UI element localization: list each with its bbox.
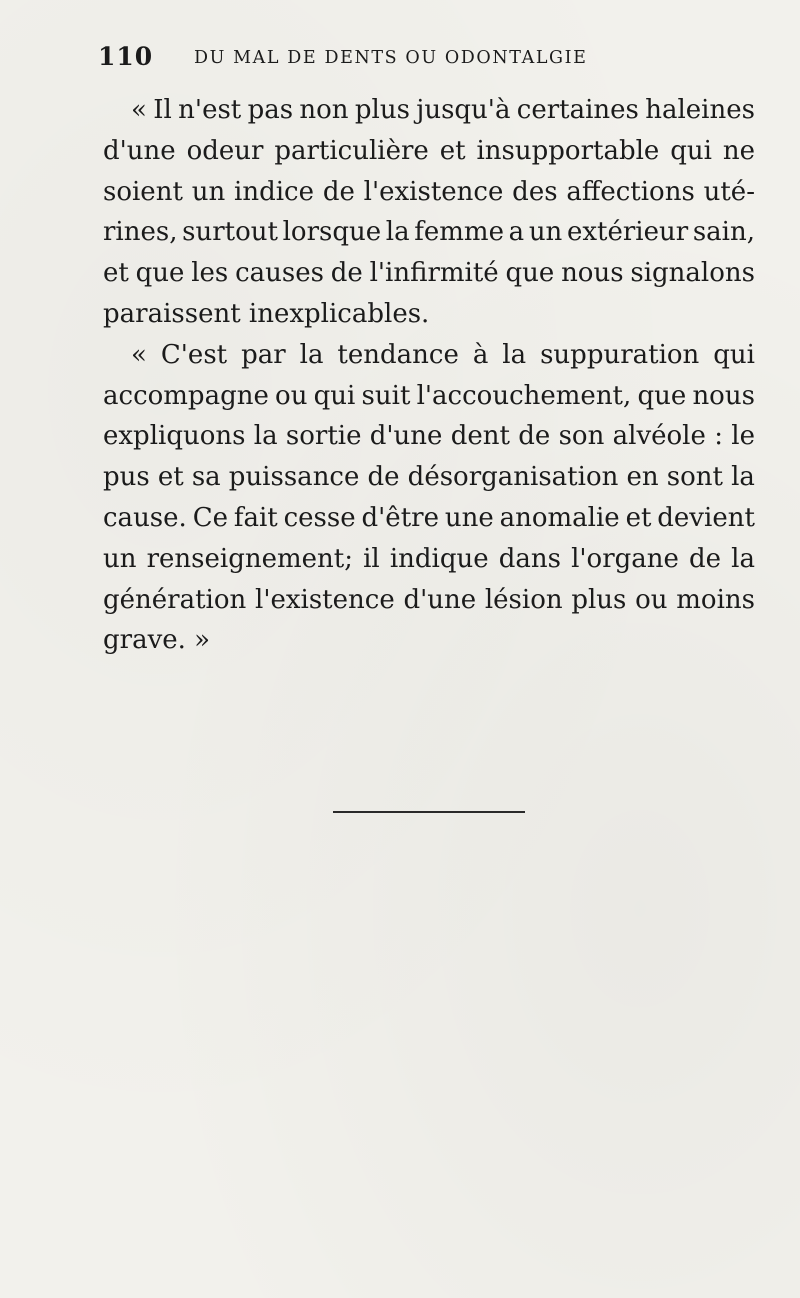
text-line: cause. Ce fait cesse d'être une anomalie et devient xyxy=(103,502,755,533)
text-line: paraissent inexplicables. xyxy=(103,298,430,329)
text-line: soient un indice de l'existence des affections uté- xyxy=(103,176,755,207)
text-line: d'une odeur particulière et insupportable qui ne xyxy=(103,135,755,166)
body-text xyxy=(103,90,755,661)
page-header xyxy=(98,42,738,76)
text-line: génération l'existence d'une lésion plus ou moins xyxy=(103,584,755,615)
text-line: et que les causes de l'infirmité que nous signalons xyxy=(103,258,755,289)
text-line: grave. » xyxy=(103,625,211,656)
text-line: pus et sa puissance de désorganisation en sont la xyxy=(103,462,755,493)
paragraph-2 xyxy=(103,335,755,661)
section-end-rule xyxy=(333,811,525,813)
text-line: expliquons la sortie d'une dent de son alvéole : le xyxy=(103,421,755,452)
running-title: DU MAL DE DENTS OU ODONTALGIE xyxy=(194,48,588,68)
text-line: « Il n'est pas non plus jusqu'à certaines haleines xyxy=(131,95,755,125)
paragraph-1 xyxy=(103,90,755,335)
text-line: un renseignement; il indique dans l'organe de la xyxy=(103,543,755,574)
text-line: rines, surtout lorsque la femme a un extérieur sain, xyxy=(103,217,755,248)
page-number: 110 xyxy=(98,42,154,71)
text-line: accompagne ou qui suit l'accouchement, que nous xyxy=(103,380,755,411)
text-line: « C'est par la tendance à la suppuration qui xyxy=(131,339,755,370)
